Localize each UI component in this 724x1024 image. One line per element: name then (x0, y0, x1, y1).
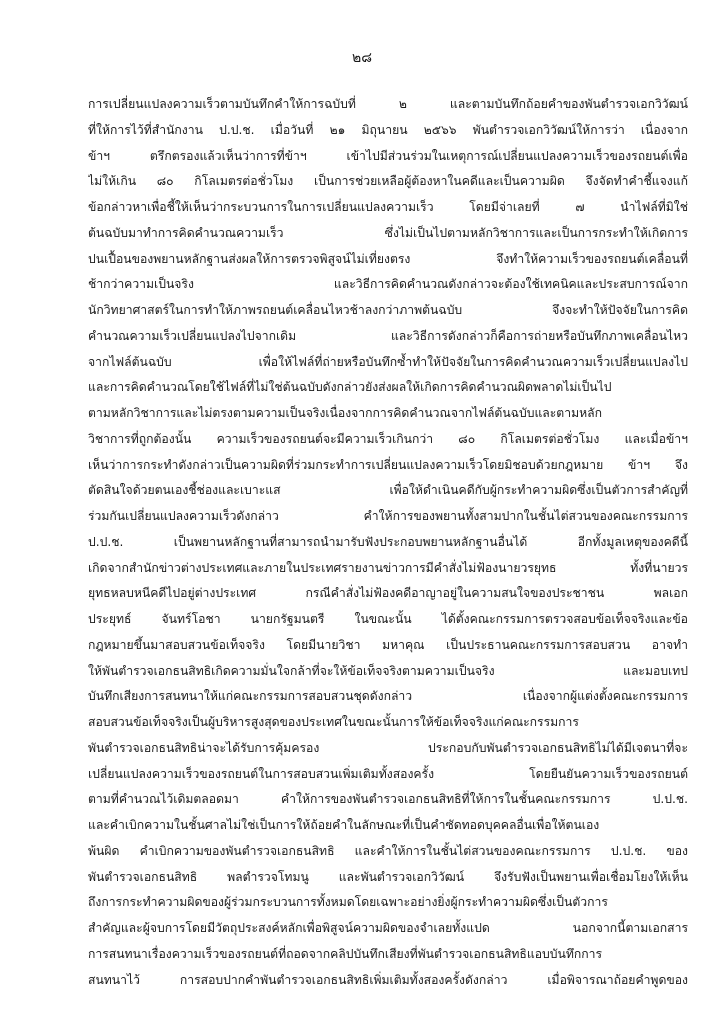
body-line: สนทนาไว้ การสอบปากคำพันตำรวจเอกธนสิทธิเพิ่มเติมทั้งสองครั้งดังกล่าว เมื่อพิจารณาถ้อยคำพูดของ (88, 972, 688, 987)
body-line: บันทึกเสียงการสนทนาให้แก่คณะกรรมการสอบสวนชุดดังกล่าว เนื่องจากผู้แต่งตั้งคณะกรรมการ (88, 689, 688, 704)
page-number: ๒๘ (351, 50, 373, 66)
body-line: ตัดสินใจด้วยตนเองชี้ช่องและเบาะแส เพื่อให้ดำเนินคดีกับผู้กระทำความผิดซึ่งเป็นตัวการสำคัญที่ (88, 483, 688, 498)
body-line: วิชาการที่ถูกต้องนั้น ความเร็วของรถยนต์จะมีความเร็วเกินกว่า ๘๐ กิโลเมตรต่อชั่วโมง และเมื่อข้าฯ (88, 431, 688, 446)
body-line: ที่ให้การไว้ที่สำนักงาน ป.ป.ช. เมื่อวันที่ ๒๑ มิถุนายน ๒๕๖๖ พันตำรวจเอกวิวัฒน์ให้การว่า เนื่องจาก (88, 122, 688, 137)
body-line: ปนเปื้อนของพยานหลักฐานส่งผลให้การตรวจพิสูจน์ไม่เที่ยงตรง จึงทำให้ความเร็วของรถยนต์เคลื่อนที่ (88, 251, 688, 266)
body-line: ตามที่คำนวณไว้เดิมตลอดมา คำให้การของพันตำรวจเอกธนสิทธิที่ให้การในชั้นคณะกรรมการ ป.ป.ช. (88, 792, 688, 807)
body-line: และการคิดคำนวณโดยใช้ไฟล์ที่ไม่ใช่ต้นฉบับดังกล่าวยังส่งผลให้เกิดการคิดคำนวณผิดพลาดไม่เป็นไป (88, 380, 612, 395)
body-line: การเปลี่ยนแปลงความเร็วตามบันทึกคำให้การฉบับที่ ๒ และตามบันทึกถ้อยคำของพันตำรวจเอกวิวัฒน์ (88, 97, 688, 111)
body-line: เกิดจากสำนักข่าวต่างประเทศและภายในประเทศรายงานข่าวการมีคำสั่งไม่ฟ้องนายวรยุทธ ทั้งที่นายวร (88, 560, 688, 575)
body-line: คำนวณความเร็วเปลี่ยนแปลงไปจากเดิม และวิธีการดังกล่าวก็คือการถ่ายหรือบันทึกภาพเคลื่อนไหว (88, 328, 688, 343)
body-line: ช้ากว่าความเป็นจริง และวิธีการคิดคำนวณดังกล่าวจะต้องใช้เทคนิคและประสบการณ์จาก (88, 277, 688, 292)
body-line: ต้นฉบับมาทำการคิดคำนวณความเร็ว ซึ่งไม่เป็นไปตามหลักวิชาการและเป็นการกระทำให้เกิดการ (88, 225, 688, 240)
body-line: ร่วมกันเปลี่ยนแปลงความเร็วดังกล่าว คำให้การของพยานทั้งสามปากในชั้นไต่สวนของคณะกรรมการ (88, 509, 688, 523)
body-line: ให้พันตำรวจเอกธนสิทธิเกิดความมั่นใจกล้าที่จะให้ข้อเท็จจริงตามความเป็นจริง และมอบเทป (88, 663, 688, 678)
body-line: จากไฟล์ต้นฉบับ เพื่อให้ไฟล์ที่ถ่ายหรือบันทึกซ้ำทำให้ปัจจัยในการคิดคำนวณความเร็วเปลี่ยนแปลงไป (88, 354, 688, 369)
body-line: นักวิทยาศาสตร์ในการทำให้ภาพรถยนต์เคลื่อนไหวช้าลงกว่าภาพต้นฉบับ จึงจะทำให้ปัจจัยในการคิด (88, 303, 688, 317)
body-line: ข้อกล่าวหาเพื่อชี้ให้เห็นว่ากระบวนการในการเปลี่ยนแปลงความเร็ว โดยมีจ่าเลยที่ ๗ นำไฟล์ที่มิใช่ (88, 200, 688, 214)
body-line: พ้นผิด คำเบิกความของพันตำรวจเอกธนสิทธิ และคำให้การในชั้นไต่สวนของคณะกรรมการ ป.ป.ช. ของ (88, 843, 688, 858)
body-line: ตามหลักวิชาการและไม่ตรงตามความเป็นจริงเนื่องจากการคิดคำนวณจากไฟล์ต้นฉบับและตามหลัก (88, 406, 602, 420)
body-line: และคำเบิกความในชั้นศาลไม่ใช่เป็นการให้ถ้อยคำในลักษณะที่เป็นคำซัดทอดบุคคลอื่นเพื่อให้ตนเอง (88, 818, 600, 832)
body-line: กฎหมายขึ้นมาสอบสวนข้อเท็จจริง โดยมีนายวิชา มหาคุณ เป็นประธานคณะกรรมการสอบสวน อาจทำ (88, 637, 688, 652)
body-line: สำคัญและผู้จบการโดยมีวัตถุประสงค์หลักเพื่อพิสูจน์ความผิดของจำเลยทั้งแปด นอกจากนี้ตามเอกสาร (88, 921, 688, 935)
body-text (88, 92, 688, 993)
body-line: สอบสวนข้อเท็จจริงเป็นผู้บริหารสูงสุดของประเทศในขณะนั้นการให้ข้อเท็จจริงแก่คณะกรรมการ (88, 715, 579, 729)
body-line: ยุทธหลบหนีคดีไปอยู่ต่างประเทศ กรณีคำสั่งไม่ฟ้องคดีอาญาอยู่ในความสนใจของประชาชน พลเอก (88, 586, 688, 601)
body-line: พันตำรวจเอกธนสิทธิน่าจะได้รับการคุ้มครอง ประกอบกับพันตำรวจเอกธนสิทธิไม่ได้มีเจตนาที่จะ (88, 740, 688, 755)
body-line: ป.ป.ช. เป็นพยานหลักฐานที่สามารถนำมารับฟังประกอบพยานหลักฐานอื่นได้ อีกทั้งมูลเหตุของคดีนี้ (88, 534, 688, 549)
body-line: พันตำรวจเอกธนสิทธิ พลตำรวจโทมนู และพันตำรวจเอกวิวัฒน์ จึงรับฟังเป็นพยานเพื่อเชื่อมโยงให้เห็น (88, 869, 688, 884)
body-line: การสนทนาเรื่องความเร็วของรถยนต์ที่ถอดจากคลิปบันทึกเสียงที่พันตำรวจเอกธนสิทธิแอบบันทึกการ (88, 946, 603, 961)
body-line: เห็นว่าการกระทำดังกล่าวเป็นความผิดที่ร่วมกระทำการเปลี่ยนแปลงความเร็วโดยมิชอบด้วยกฎหมาย ข้าฯ จึง (88, 457, 688, 472)
body-line: ถึงการกระทำความผิดของผู้ร่วมกระบวนการทั้งหมดโดยเฉพาะอย่างยิ่งผู้กระทำความผิดซึ่งเป็นตัวการ (88, 895, 608, 910)
body-line: ข้าฯ ตรึกตรองแล้วเห็นว่าการที่ข้าฯ เข้าไปมีส่วนร่วมในเหตุการณ์เปลี่ยนแปลงความเร็วของรถยนต์เพื่อ (88, 148, 688, 163)
body-line: ไม่ให้เกิน ๘๐ กิโลเมตรต่อชั่วโมง เป็นการช่วยเหลือผู้ต้องหาในคดีและเป็นความผิด จึงจัดทำคำชี้แจงแก้ (88, 174, 688, 189)
body-line: เปลี่ยนแปลงความเร็วของรถยนต์ในการสอบสวนเพิ่มเติมทั้งสองครั้ง โดยยืนยันความเร็วของรถยนต์ (88, 766, 688, 781)
body-line: ประยุทธ์ จันทร์โอชา นายกรัฐมนตรี ในขณะนั้น ได้ตั้งคณะกรรมการตรวจสอบข้อเท็จจริงและข้อ (88, 612, 688, 626)
